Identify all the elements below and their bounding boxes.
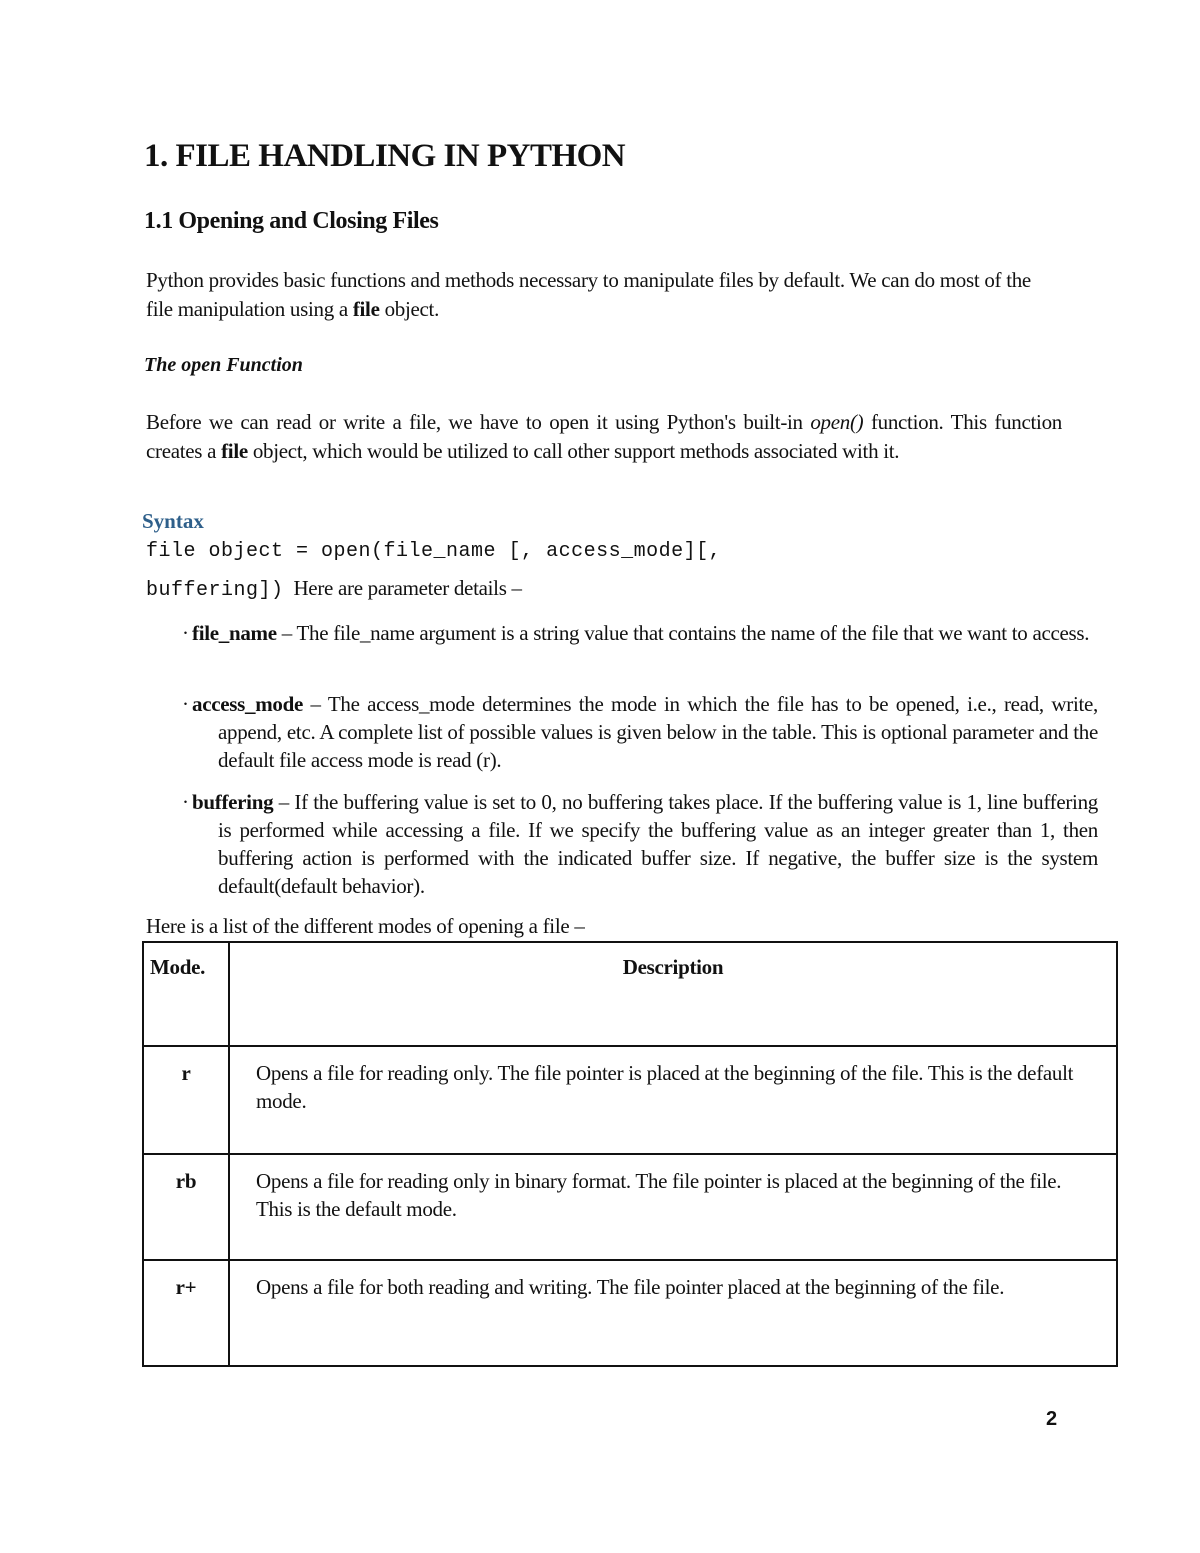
table-header-row xyxy=(143,942,1117,1046)
subheading-open-function: The open Function xyxy=(144,354,303,376)
bullet-buffering: · buffering – If the buffering value is set to 0, no buffering takes place. If the buffering value is 1, line buffering is performed while accessing a file. If we specify the buffering value as an integer greater than 1, then buffering action is performed with the indicated buffer size. If negative, the buffer size is the system default(default behavior). xyxy=(182,790,1098,898)
bullet-dot: · xyxy=(182,790,189,814)
bullet-dot: · xyxy=(182,692,189,716)
mode-cell: rb xyxy=(143,1154,229,1260)
syntax-code-line-2: buffering]) Here are parameter details – xyxy=(146,576,522,602)
table-row xyxy=(143,1046,1117,1154)
table-row xyxy=(143,1154,1117,1260)
modes-intro: Here is a list of the different modes of opening a file – xyxy=(146,914,585,938)
description-cell: Opens a file for both reading and writing. The file pointer placed at the beginning of the file. xyxy=(229,1260,1117,1366)
mode-cell: r+ xyxy=(143,1260,229,1366)
bullet-file-name: · file_name – The file_name argument is a string value that contains the name of the file that we want to access. xyxy=(182,621,1090,645)
open-function-paragraph: Before we can read or write a file, we have to open it using Python's built-in open() function. This function creates a file object, which would be utilized to call other support methods associated with it. xyxy=(146,410,1062,463)
bullet-access-mode: · access_mode – The access_mode determines the mode in which the file has to be opened, i.e., read, write, append, etc. A complete list of possible values is given below in the table. This is optional parameter and the default file access mode is read (r). xyxy=(182,692,1098,772)
syntax-code-line-1: file object = open(file_name [, access_mode][, xyxy=(146,540,722,563)
intro-paragraph: Python provides basic functions and methods necessary to manipulate files by default. We can do most of the file manipulation using a file object. xyxy=(146,268,1031,321)
page-title: 1. FILE HANDLING IN PYTHON xyxy=(144,138,626,174)
page-number: 2 xyxy=(1046,1408,1058,1430)
description-cell: Opens a file for reading only. The file pointer is placed at the beginning of the file. This is the default mode. xyxy=(229,1046,1117,1154)
header-mode: Mode. xyxy=(143,942,229,1046)
description-cell: Opens a file for reading only in binary format. The file pointer is placed at the beginning of the file. This is the default mode. xyxy=(229,1154,1117,1260)
mode-cell: r xyxy=(143,1046,229,1154)
modes-table xyxy=(142,941,1118,1367)
section-heading: 1.1 Opening and Closing Files xyxy=(144,208,439,234)
bullet-dot: · xyxy=(182,621,189,645)
syntax-label: Syntax xyxy=(142,509,204,533)
header-description: Description xyxy=(229,942,1117,1046)
table-row xyxy=(143,1260,1117,1366)
